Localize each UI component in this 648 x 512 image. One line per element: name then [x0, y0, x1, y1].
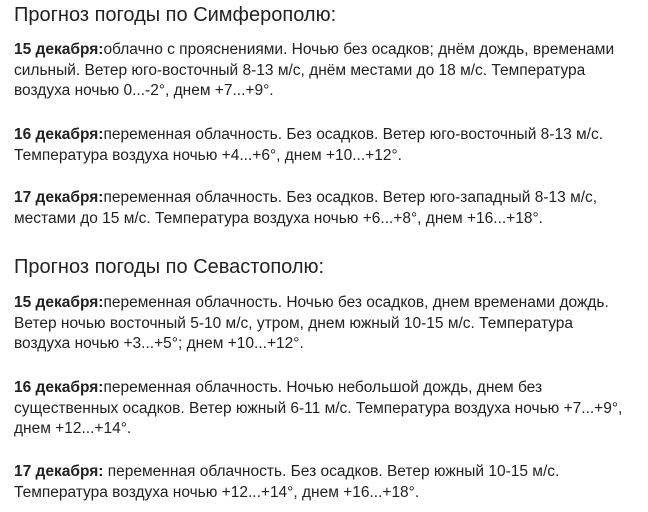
- forecast-date: 16 декабря:: [14, 379, 104, 396]
- forecast-date: 16 декабря:: [14, 126, 104, 143]
- forecast-entry: [14, 378, 624, 440]
- forecast-entry: [14, 293, 624, 355]
- forecast-text: переменная облачность. Без осадков. Ветер юго-западный 8-13 м/с, местами до 15 м/с. Температура воздуха ночью +6...+8°, днем +16...+18°.: [14, 189, 598, 227]
- forecast-entry: [14, 125, 624, 166]
- forecast-text: переменная облачность. Без осадков. Ветер юго-восточный 8-13 м/с. Температура воздуха ночью +4...+6°, днем +10...+12°.: [14, 126, 604, 164]
- forecast-text: переменная облачность. Ночью небольшой дождь, днем без существенных осадков. Ветер южный 6-11 м/с. Температура воздуха ночью +7...+9°, днем +12...+14°.: [14, 379, 623, 437]
- forecast-date: 17 декабря:: [14, 463, 104, 480]
- forecast-date: 17 декабря:: [14, 189, 104, 206]
- section-title-simferopol: Прогноз погоды по Симферополю:: [14, 4, 337, 26]
- forecast-entry: [14, 462, 624, 503]
- forecast-date: 15 декабря:: [14, 294, 104, 311]
- section-title-sevastopol: Прогноз погоды по Севастополю:: [14, 256, 325, 278]
- forecast-text: облачно с прояснениями. Ночью без осадков; днём дождь, временами сильный. Ветер юго-восточный 8-13 м/с, днём местами до 18 м/с. Температура воздуха ночью 0...-2°, днем +7...+9°.: [14, 41, 615, 99]
- forecast-text: переменная облачность. Ночью без осадков, днем временами дождь. Ветер ночью восточный 5-10 м/с, утром, днем южный 10-15 м/с. Температура воздуха ночью +3...+5°; днем +10...+12°.: [14, 294, 609, 352]
- forecast-entry: [14, 40, 624, 102]
- forecast-date: 15 декабря:: [14, 41, 104, 58]
- forecast-entry: [14, 188, 624, 229]
- forecast-text: переменная облачность. Без осадков. Ветер южный 10-15 м/с. Температура воздуха ночью +12...+14°, днем +16...+18°.: [14, 463, 560, 501]
